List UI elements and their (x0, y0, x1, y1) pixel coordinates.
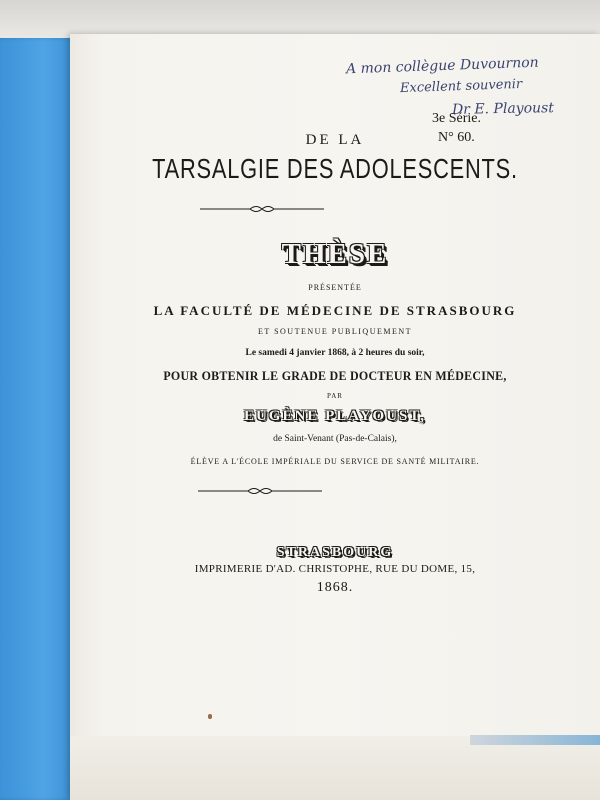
title-preface: DE LA (305, 132, 365, 148)
par-line: PAR (327, 392, 343, 400)
author-status: ÉLÈVE A L'ÉCOLE IMPÉRIALE DU SERVICE DE SANTÉ MILITAIRE. (190, 457, 480, 466)
page-title: TARSALGIE DES ADOLESCENTS. (152, 153, 518, 184)
imprint-printer: IMPRIMERIE D'AD. CHRISTOPHE, RUE DU DOME, 15, (194, 563, 476, 575)
author-origin: de Saint-Venant (Pas-de-Calais), (273, 434, 397, 444)
faculty-line: LA FACULTÉ DE MÉDECINE DE STRASBOURG (153, 303, 517, 318)
page-stack-edge (70, 736, 600, 800)
inscription-signature: Dr E. Playoust (451, 100, 555, 118)
foxing-spot (208, 714, 212, 719)
author-name: EUGÈNE PLAYOUST, (243, 408, 427, 424)
degree-line: POUR OBTENIR LE GRADE DE DOCTEUR EN MÉDECINE, (163, 368, 507, 383)
cover-edge (470, 735, 600, 745)
blue-paper-cover (0, 38, 80, 800)
inscription-line-2: Excellent souvenir (399, 76, 523, 97)
imprint-year: 1868. (316, 580, 354, 595)
ornament-divider-bottom (198, 486, 322, 496)
catalog-number: N° 60. (438, 130, 475, 145)
inscription-line-1: A mon collègue Duvournon (345, 54, 539, 78)
imprint-city: STRASBOURG (276, 545, 394, 560)
document-kind: THÈSE (281, 238, 389, 270)
catalog-series: 3e Série. (432, 111, 481, 126)
defense-line: ET SOUTENUE PUBLIQUEMENT (257, 327, 413, 336)
ornament-divider-top (200, 204, 324, 214)
presented-line: PRÉSENTÉE (308, 283, 362, 292)
date-line: Le samedi 4 janvier 1868, à 2 heures du soir, (245, 348, 425, 358)
